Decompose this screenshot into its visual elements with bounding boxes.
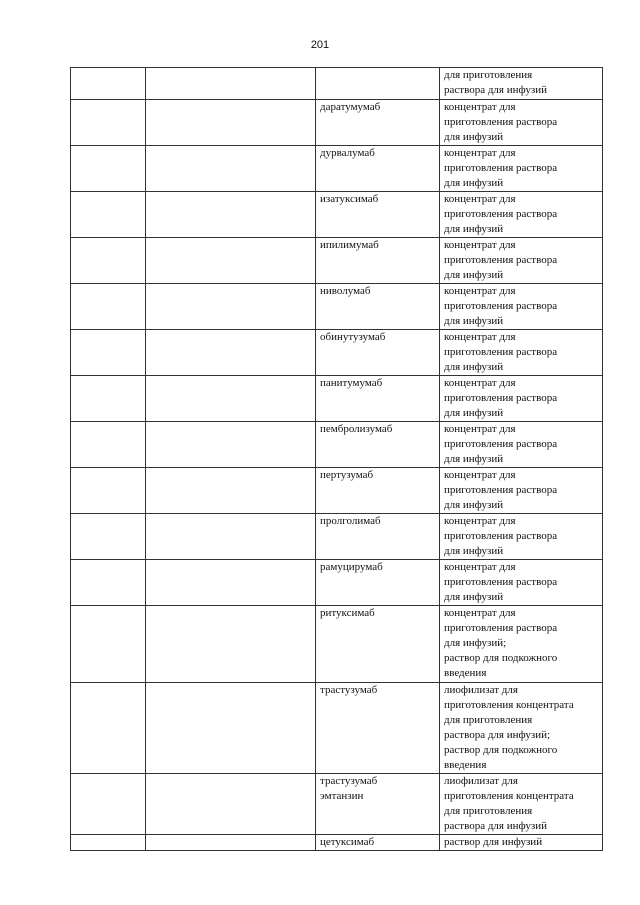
drug-name-cell <box>316 683 440 774</box>
dosage-form-cell <box>440 683 603 774</box>
drug-name-cell <box>316 146 440 192</box>
dosage-form-line: приготовления раствора <box>444 254 558 266</box>
dosage-form-cell <box>440 514 603 560</box>
dosage-form-cell <box>440 68 603 100</box>
atc-code-cell <box>71 606 146 683</box>
atc-code-cell <box>71 514 146 560</box>
dosage-form-line: концентрат для <box>444 515 516 527</box>
dosage-form-cell <box>440 330 603 376</box>
dosage-form-cell <box>440 422 603 468</box>
dosage-form-line: для инфузий <box>444 453 504 465</box>
atc-group-cell <box>146 376 316 422</box>
drug-name-line: рамуцирумаб <box>320 561 383 573</box>
dosage-form-line: приготовления раствора <box>444 438 558 450</box>
drug-name-cell <box>316 330 440 376</box>
atc-group-cell <box>146 468 316 514</box>
table-row <box>71 683 603 774</box>
dosage-form-line: концентрат для <box>444 239 516 251</box>
atc-group-cell <box>146 68 316 100</box>
dosage-form-line: для инфузий <box>444 591 504 603</box>
dosage-form-line: введения <box>444 759 487 771</box>
table-row <box>71 330 603 376</box>
drug-name-cell <box>316 468 440 514</box>
dosage-form-line: концентрат для <box>444 331 516 343</box>
dosage-form-line: концентрат для <box>444 469 516 481</box>
drug-name-cell <box>316 560 440 606</box>
drug-name-cell <box>316 376 440 422</box>
table-row <box>71 238 603 284</box>
dosage-form-line: для инфузий <box>444 177 504 189</box>
table-row <box>71 606 603 683</box>
atc-group-cell <box>146 606 316 683</box>
drug-name-cell <box>316 514 440 560</box>
atc-group-cell <box>146 330 316 376</box>
page-number: 201 <box>310 39 330 51</box>
dosage-form-line: лиофилизат для <box>444 775 518 787</box>
dosage-form-line: приготовления раствора <box>444 622 558 634</box>
atc-code-cell <box>71 330 146 376</box>
table-row <box>71 68 603 100</box>
atc-group-cell <box>146 284 316 330</box>
atc-group-cell <box>146 560 316 606</box>
table-row <box>71 422 603 468</box>
atc-code-cell <box>71 835 146 851</box>
drug-name-line: пертузумаб <box>320 469 374 481</box>
drug-name-line: дурвалумаб <box>320 147 375 159</box>
drug-name-line: трастузумаб <box>320 775 378 787</box>
dosage-form-line: приготовления раствора <box>444 576 558 588</box>
drug-name-cell <box>316 68 440 100</box>
table-row <box>71 192 603 238</box>
drug-name-line: трастузумаб <box>320 684 378 696</box>
atc-code-cell <box>71 468 146 514</box>
drug-name-line: изатуксимаб <box>320 193 379 205</box>
dosage-form-line: приготовления раствора <box>444 530 558 542</box>
table-row <box>71 835 603 851</box>
drug-name-cell <box>316 835 440 851</box>
dosage-form-line: для инфузий <box>444 269 504 281</box>
dosage-form-cell <box>440 468 603 514</box>
atc-code-cell <box>71 146 146 192</box>
dosage-form-line: приготовления раствора <box>444 116 558 128</box>
dosage-form-line: для приготовления <box>444 69 533 81</box>
dosage-form-line: для приготовления <box>444 714 533 726</box>
dosage-form-cell <box>440 146 603 192</box>
drug-name-cell <box>316 774 440 835</box>
drug-name-line: обинутузумаб <box>320 331 386 343</box>
atc-group-cell <box>146 774 316 835</box>
dosage-form-line: лиофилизат для <box>444 684 518 696</box>
dosage-form-line: приготовления раствора <box>444 484 558 496</box>
drug-name-line: ниволумаб <box>320 285 371 297</box>
drug-name-cell <box>316 192 440 238</box>
atc-code-cell <box>71 774 146 835</box>
dosage-form-line: концентрат для <box>444 561 516 573</box>
atc-code-cell <box>71 422 146 468</box>
drug-name-line: пролголимаб <box>320 515 381 527</box>
drug-name-line: пембролизумаб <box>320 423 393 435</box>
drug-name-cell <box>316 284 440 330</box>
dosage-form-line: для инфузий <box>444 223 504 235</box>
table-row <box>71 560 603 606</box>
dosage-form-cell <box>440 774 603 835</box>
table-row <box>71 284 603 330</box>
atc-code-cell <box>71 192 146 238</box>
drug-name-line: даратумумаб <box>320 101 381 113</box>
atc-group-cell <box>146 422 316 468</box>
dosage-form-line: для инфузий <box>444 315 504 327</box>
dosage-form-line: концентрат для <box>444 147 516 159</box>
dosage-form-line: приготовления раствора <box>444 300 558 312</box>
atc-group-cell <box>146 100 316 146</box>
dosage-form-line: концентрат для <box>444 101 516 113</box>
dosage-form-cell <box>440 100 603 146</box>
dosage-form-line: для инфузий <box>444 407 504 419</box>
dosage-form-cell <box>440 284 603 330</box>
atc-group-cell <box>146 683 316 774</box>
table-row <box>71 376 603 422</box>
dosage-form-line: для инфузий <box>444 361 504 373</box>
dosage-form-line: для инфузий <box>444 131 504 143</box>
drug-name-cell <box>316 100 440 146</box>
drug-name-line: цетуксимаб <box>320 836 375 848</box>
dosage-form-line: раствора для инфузий <box>444 820 547 832</box>
table-body <box>71 68 603 851</box>
dosage-form-line: приготовления концентрата <box>444 699 574 711</box>
dosage-form-line: раствор для инфузий <box>444 836 543 848</box>
table-row <box>71 468 603 514</box>
table-row <box>71 100 603 146</box>
dosage-form-line: для инфузий <box>444 499 504 511</box>
dosage-form-line: концентрат для <box>444 193 516 205</box>
dosage-form-line: раствор для подкожного <box>444 744 558 756</box>
dosage-form-line: для инфузий <box>444 545 504 557</box>
drug-name-line: эмтанзин <box>320 790 364 802</box>
dosage-form-line: концентрат для <box>444 423 516 435</box>
dosage-form-line: раствор для подкожного <box>444 652 558 664</box>
dosage-form-cell <box>440 238 603 284</box>
drug-name-cell <box>316 422 440 468</box>
dosage-form-cell <box>440 376 603 422</box>
table-row <box>71 514 603 560</box>
dosage-form-cell <box>440 192 603 238</box>
drug-name-cell <box>316 238 440 284</box>
atc-code-cell <box>71 238 146 284</box>
table-row <box>71 146 603 192</box>
dosage-form-line: для приготовления <box>444 805 533 817</box>
dosage-form-line: концентрат для <box>444 607 516 619</box>
atc-code-cell <box>71 560 146 606</box>
dosage-form-line: раствора для инфузий; <box>444 729 551 741</box>
atc-group-cell <box>146 514 316 560</box>
atc-group-cell <box>146 192 316 238</box>
dosage-form-line: приготовления раствора <box>444 208 558 220</box>
drug-name-line: ипилимумаб <box>320 239 379 251</box>
atc-code-cell <box>71 284 146 330</box>
atc-code-cell <box>71 100 146 146</box>
drug-name-line: панитумумаб <box>320 377 383 389</box>
atc-code-cell <box>71 683 146 774</box>
dosage-form-line: приготовления раствора <box>444 392 558 404</box>
dosage-form-line: введения <box>444 667 487 679</box>
dosage-form-line: раствора для инфузий <box>444 84 547 96</box>
drug-name-line: ритуксимаб <box>320 607 375 619</box>
atc-group-cell <box>146 835 316 851</box>
drug-table <box>70 67 603 851</box>
dosage-form-line: приготовления раствора <box>444 346 558 358</box>
atc-group-cell <box>146 146 316 192</box>
atc-group-cell <box>146 238 316 284</box>
drug-name-cell <box>316 606 440 683</box>
atc-code-cell <box>71 68 146 100</box>
dosage-form-cell <box>440 560 603 606</box>
dosage-form-cell <box>440 606 603 683</box>
atc-code-cell <box>71 376 146 422</box>
dosage-form-line: для инфузий; <box>444 637 507 649</box>
dosage-form-line: приготовления концентрата <box>444 790 574 802</box>
dosage-form-cell <box>440 835 603 851</box>
dosage-form-line: концентрат для <box>444 377 516 389</box>
dosage-form-line: приготовления раствора <box>444 162 558 174</box>
dosage-form-line: концентрат для <box>444 285 516 297</box>
table-row <box>71 774 603 835</box>
